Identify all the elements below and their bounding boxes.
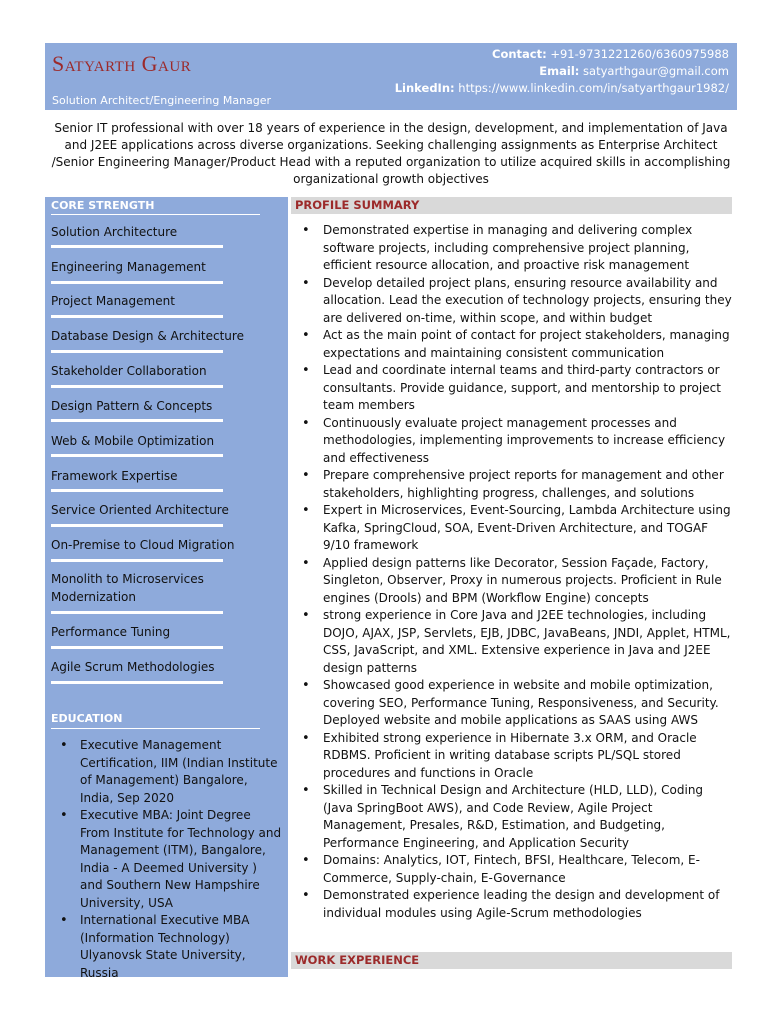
summary-item: • Exhibited strong experience in Hibernate 3.x ORM, and Oracle RDBMS. Proficient in writing database scripts PL/SQL stored procedures and functions in Oracle <box>323 730 733 783</box>
summary-item: • Demonstrated expertise in managing and delivering complex software projects, including comprehensive project planning, efficient resource allocation, and proactive risk management <box>323 222 733 275</box>
skill-divider <box>51 524 223 527</box>
skill-divider <box>51 611 223 614</box>
skill-item: Monolith to Microservices Modernization <box>51 572 204 604</box>
core-strength-heading: CORE STRENGTH <box>51 199 155 212</box>
skill-divider <box>51 419 223 422</box>
contact-block <box>395 46 729 97</box>
skill-item: Project Management <box>51 294 175 308</box>
summary-item: • Continuously evaluate project management processes and methodologies, implementing improvements to increase efficiency and effectiveness <box>323 415 733 468</box>
skill-divider <box>51 559 223 562</box>
candidate-name: Satyarth Gaur <box>52 51 192 76</box>
summary-item: • Domains: Analytics, IOT, Fintech, BFSI, Healthcare, Telecom, E-Commerce, Supply-chain, E-Governance <box>323 852 733 887</box>
skill-divider <box>51 681 223 684</box>
education-item: • Executive MBA: Joint Degree From Institute for Technology and Management (ITM), Bangalore, India - A Deemed University ) and Southern New Hampshire University, USA <box>65 807 283 912</box>
skill-divider <box>51 315 223 318</box>
work-experience-header <box>291 952 732 969</box>
summary-item: • Applied design patterns like Decorator, Session Façade, Factory, Singleton, Observer, Proxy in numerous projects. Proficient in Rule engines (Drools) and BPM (Workflow Engine) concepts <box>323 555 733 608</box>
skill-divider <box>51 281 223 284</box>
profile-summary-list <box>323 222 733 922</box>
skill-item: Framework Expertise <box>51 469 178 483</box>
candidate-role: Solution Architect/Engineering Manager <box>52 94 272 107</box>
skill-item: Design Pattern & Concepts <box>51 399 213 413</box>
skill-divider <box>51 245 223 248</box>
summary-item: • strong experience in Core Java and J2EE technologies, including DOJO, AJAX, JSP, Servlets, EJB, JDBC, JavaBeans, JNDI, Applet, HTML, CSS, JavaScript, and XML. Extensive experience in Java and J2EE design patterns <box>323 607 733 677</box>
summary-item: • Lead and coordinate internal teams and third-party contractors or consultants. Provide guidance, support, and mentorship to project team members <box>323 362 733 415</box>
summary-item: • Act as the main point of contact for project stakeholders, managing expectations and maintaining consistent communication <box>323 327 733 362</box>
heading-divider <box>51 214 260 215</box>
skill-item: On-Premise to Cloud Migration <box>51 538 235 552</box>
skill-divider <box>51 646 223 649</box>
contact-linkedin-line <box>395 80 729 97</box>
education-list <box>65 737 283 982</box>
skill-item: Agile Scrum Methodologies <box>51 660 215 674</box>
contact-phone: +91-9731221260/6360975988 <box>546 47 729 61</box>
career-objective: Senior IT professional with over 18 years of experience in the design, development, and implementation of Java and J2EE applications across diverse organizations. Seeking challenging assignments as Enterprise Architect /Senior Engineering Manager/Product Head with a reputed organization to utilize acquired skills in accomplishing organizational growth objectives <box>51 121 731 186</box>
linkedin-label: LinkedIn: <box>394 81 455 95</box>
skill-divider <box>51 350 223 353</box>
work-experience-title: WORK EXPERIENCE <box>295 953 420 967</box>
summary-item: • Expert in Microservices, Event-Sourcing, Lambda Architecture using Kafka, SpringCloud, SOA, Event-Driven Architecture, and TOGAF 9/10 framework <box>323 502 733 555</box>
contact-email-line <box>395 63 729 80</box>
linkedin-link[interactable]: https://www.linkedin.com/in/satyarthgaur1982/ <box>454 81 729 95</box>
heading-divider <box>51 728 260 729</box>
summary-item: • Prepare comprehensive project reports for management and other stakeholders, highlighting progress, challenges, and solutions <box>323 467 733 502</box>
education-item: • Executive Management Certification, IIM (Indian Institute of Management) Bangalore, India, Sep 2020 <box>65 737 283 807</box>
education-item: • International Executive MBA (Information Technology) Ulyanovsk State University, Russia <box>65 912 283 982</box>
contact-label: Contact: <box>492 47 547 61</box>
summary-item: • Showcased good experience in website and mobile optimization, covering SEO, Performance Tuning, Responsiveness, and Security. Deployed website and mobile applications as SAAS using AWS <box>323 677 733 730</box>
skill-item: Service Oriented Architecture <box>51 503 229 517</box>
skill-item: Database Design & Architecture <box>51 329 244 343</box>
email-link[interactable]: satyarthgaur@gmail.com <box>579 64 729 78</box>
skill-item: Solution Architecture <box>51 225 178 239</box>
skill-item: Performance Tuning <box>51 625 171 639</box>
summary-item: • Develop detailed project plans, ensuring resource availability and allocation. Lead the execution of technology projects, ensuring they are delivered on-time, within scope, and within budget <box>323 275 733 328</box>
skill-item: Web & Mobile Optimization <box>51 434 215 448</box>
skill-divider <box>51 385 223 388</box>
profile-summary-title: PROFILE SUMMARY <box>295 198 420 212</box>
skill-divider <box>51 454 223 457</box>
skill-item: Engineering Management <box>51 260 206 274</box>
skill-divider <box>51 489 223 492</box>
sidebar <box>45 197 288 980</box>
email-label: Email: <box>539 64 580 78</box>
profile-summary-header <box>291 197 732 214</box>
skill-item: Stakeholder Collaboration <box>51 364 207 378</box>
resume-header <box>45 43 737 110</box>
contact-phone-line <box>395 46 729 63</box>
summary-item: • Demonstrated experience leading the design and development of individual modules using Agile-Scrum methodologies <box>323 887 733 922</box>
summary-item: • Skilled in Technical Design and Architecture (HLD, LLD), Coding (Java SpringBoot AWS), and Code Review, Agile Project Management, Presales, R&D, Estimation, and Budgeting, Performance Engineering, and Application Security <box>323 782 733 852</box>
education-heading: EDUCATION <box>51 712 123 725</box>
